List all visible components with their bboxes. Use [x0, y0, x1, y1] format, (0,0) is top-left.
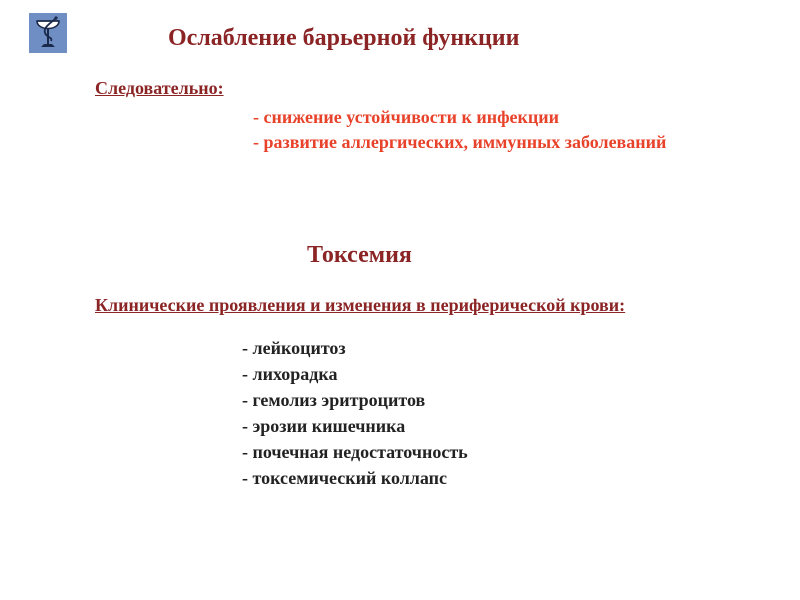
list-item: - снижение устойчивости к инфекции [253, 107, 560, 127]
list-item: - гемолиз эритроцитов [242, 390, 426, 410]
list-item: - почечная недостаточность [242, 442, 468, 462]
list-item: - эрозии кишечника [242, 416, 406, 436]
caduceus-bowl-icon [29, 13, 67, 53]
list-item: - токсемический коллапс [242, 468, 448, 488]
consequences-list [253, 106, 666, 156]
page-title: Ослабление барьерной функции [168, 25, 520, 51]
toxemia-title: Токсемия [307, 242, 412, 268]
logo [29, 13, 67, 53]
list-item: - лихорадка [242, 364, 338, 384]
consequences-heading: Следовательно: [95, 78, 224, 98]
clinical-list [242, 336, 468, 492]
list-item: - лейкоцитоз [242, 338, 346, 358]
clinical-heading: Клинические проявления и изменения в периферической крови: [95, 295, 626, 315]
list-item: - развитие аллергических, иммунных заболеваний [253, 132, 667, 152]
